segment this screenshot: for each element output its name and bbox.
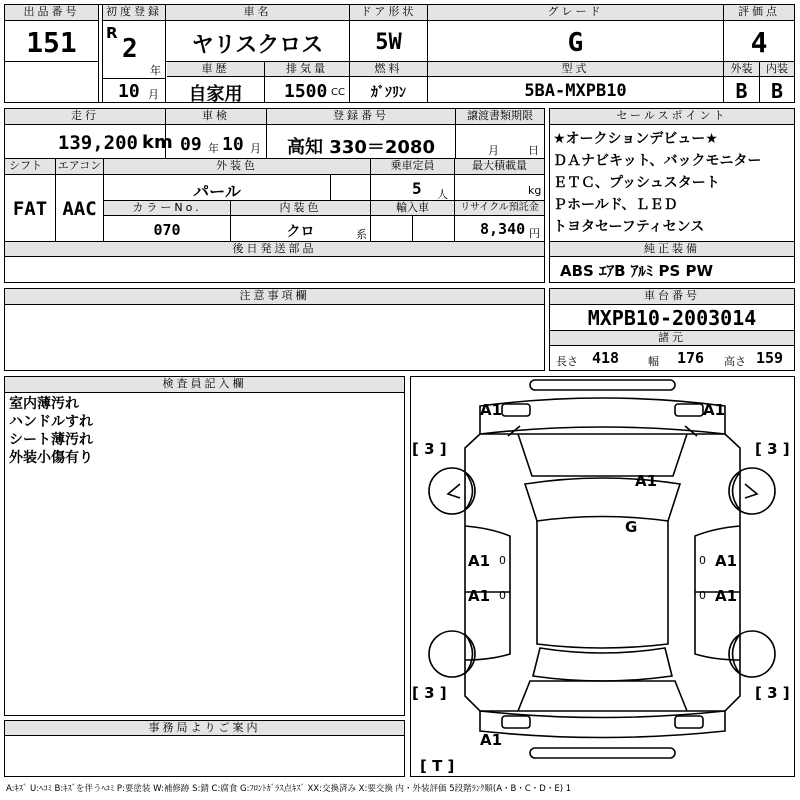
height: 159 [756, 349, 784, 367]
exterior-label: 外装 [724, 62, 759, 77]
length-label: 長さ [556, 355, 578, 368]
inspector-note: ハンドルすれ [9, 414, 93, 430]
later-parts-label: 後日発送部品 [5, 242, 544, 257]
plate-label: 登録番号 [267, 109, 455, 125]
chassis-number: MXPB10-2003014 [587, 306, 757, 330]
name-label: 車名 [166, 5, 349, 21]
int-color-label: 内装色 [231, 201, 370, 216]
displacement-label: 排気量 [265, 62, 349, 77]
zero-mark: 0 [699, 554, 706, 567]
mark-rear-bumper: A1 [480, 731, 503, 749]
reg-year: 2 [122, 34, 138, 64]
mark-front-right: A1 [703, 401, 726, 419]
ext-color: パール [193, 182, 241, 201]
insp-month-unit: 月 [250, 142, 261, 155]
ac: AAC [62, 198, 97, 220]
tire-mark-rear-right: [ 3 ] [755, 684, 790, 702]
mark-right-rear-door: A1 [715, 587, 738, 605]
door-type: 5W [375, 30, 402, 55]
recycle-unit: 円 [529, 227, 540, 240]
mark-windshield: G [625, 518, 638, 536]
capacity-label: 乗車定員 [371, 159, 454, 175]
model: 5BA-MXPB10 [524, 81, 627, 101]
zero-mark: 0 [499, 589, 506, 602]
specs-label: 諸元 [550, 331, 794, 346]
mileage: 139,200 [57, 132, 138, 154]
width-label: 幅 [648, 355, 659, 368]
trunk-mark: [ T ] [420, 757, 455, 775]
equipment-list: ABS ｴｱB ｱﾙﾐ PS PW [560, 262, 714, 280]
mark-hood: A1 [635, 472, 658, 490]
sales-line: トヨタセーフティセンス [553, 219, 705, 235]
recycle-label: リサイクル預託金 [455, 201, 544, 216]
load-unit: kg [528, 184, 542, 197]
sales-line: ★オークションデビュー★ [553, 131, 718, 147]
transfer-label: 譲渡書類期限 [456, 109, 544, 125]
month-unit: 月 [148, 88, 159, 101]
shift-label: シフト [5, 159, 55, 175]
mileage-unit: km [142, 132, 173, 153]
displacement-unit: CC [331, 87, 345, 98]
inspector-notes [9, 395, 389, 467]
lot-label: 出品番号 [5, 5, 98, 21]
grade: G [567, 28, 584, 58]
shift: FAT [12, 198, 48, 220]
length: 418 [592, 349, 620, 367]
legend: A:ｷｽﾞ U:ﾍｺﾐ B:ｷｽﾞを伴うﾍｺﾐ P:要塗装 W:補修跡 S:錆 C:腐食 G:ﾌﾛﾝﾄｶﾞﾗｽ点ｷｽﾞ XX:交換済み X:要交換 内・外装評価 5段階ﾗﾝｸ順(A・B・C・D・E) 1 [6, 784, 572, 794]
import-label: 輸入車 [371, 201, 454, 216]
history: 自家用 [188, 84, 243, 105]
recycle-amount: 8,340 [480, 220, 526, 238]
tire-mark-front-left: [ 3 ] [412, 440, 447, 458]
height-label: 高さ [724, 355, 746, 368]
capacity: 5 [412, 179, 422, 198]
year-unit: 年 [150, 64, 161, 77]
zero-mark: 0 [499, 554, 506, 567]
score: 4 [750, 26, 768, 59]
sales-line: Ｐホールド、ＬＥＤ [553, 197, 678, 213]
color-no: 070 [153, 221, 181, 239]
insp-year: 09 [180, 134, 202, 155]
inspector-note: シート薄汚れ [9, 432, 93, 448]
mark-left-rear-door: A1 [468, 587, 491, 605]
ext-color-label: 外装色 [104, 159, 370, 175]
zero-mark: 0 [699, 589, 706, 602]
inspection-label: 車検 [166, 109, 266, 125]
era: R [106, 24, 118, 42]
load-label: 最大積載量 [455, 159, 544, 175]
displacement: 1500 [284, 81, 328, 102]
car-diagram [410, 376, 795, 777]
mark-left-front-door: A1 [468, 552, 491, 570]
mark-right-front-door: A1 [715, 552, 738, 570]
office-label: 事務局よりご案内 [5, 721, 404, 736]
plate: 高知 330＝2080 [287, 137, 435, 158]
lot-number: 151 [26, 26, 77, 59]
interior-label: 内装 [760, 62, 794, 77]
insp-year-unit: 年 [208, 142, 219, 155]
exterior-grade: B [735, 79, 748, 103]
inspector-label: 検査員記入欄 [5, 377, 404, 393]
width: 176 [677, 349, 705, 367]
int-color-unit: 系 [356, 228, 367, 241]
insp-month: 10 [222, 134, 244, 155]
color-no-label: カラーNo. [104, 201, 230, 216]
interior-grade: B [770, 79, 784, 103]
int-color: クロ [286, 224, 315, 240]
tire-mark-front-right: [ 3 ] [755, 440, 790, 458]
caution-label: 注意事項欄 [5, 289, 544, 305]
first-reg-label: 初度登録 [103, 5, 165, 21]
ac-label: エアコン [56, 159, 103, 175]
sales-list [553, 128, 793, 238]
tire-mark-rear-left: [ 3 ] [412, 684, 447, 702]
history-label: 車歴 [167, 62, 264, 77]
inspector-note: 室内薄汚れ [9, 396, 79, 412]
sales-line: ＥＴＣ、プッシュスタート [553, 175, 720, 191]
car-name: ヤリスクロス [191, 33, 324, 58]
fuel: ｶﾞｿﾘﾝ [371, 85, 406, 101]
mileage-label: 走行 [5, 109, 165, 125]
sales-line: ＤＡナビキット、バックモニター [553, 153, 762, 169]
door-label: ドア形状 [350, 5, 427, 21]
model-label: 型式 [428, 62, 723, 77]
mark-front-left: A1 [480, 401, 503, 419]
transfer-month-unit: 月 [488, 144, 499, 157]
reg-month: 10 [118, 81, 140, 102]
score-label: 評価点 [724, 5, 794, 21]
grade-label: グレード [428, 5, 723, 21]
equipment-label: 純正装備 [550, 242, 794, 257]
fuel-label: 燃料 [350, 62, 427, 77]
sales-label: セールスポイント [550, 109, 794, 125]
chassis-label: 車台番号 [550, 289, 794, 305]
transfer-day-unit: 日 [528, 144, 539, 157]
inspector-note: 外装小傷有り [9, 450, 93, 466]
capacity-unit: 人 [437, 188, 448, 201]
